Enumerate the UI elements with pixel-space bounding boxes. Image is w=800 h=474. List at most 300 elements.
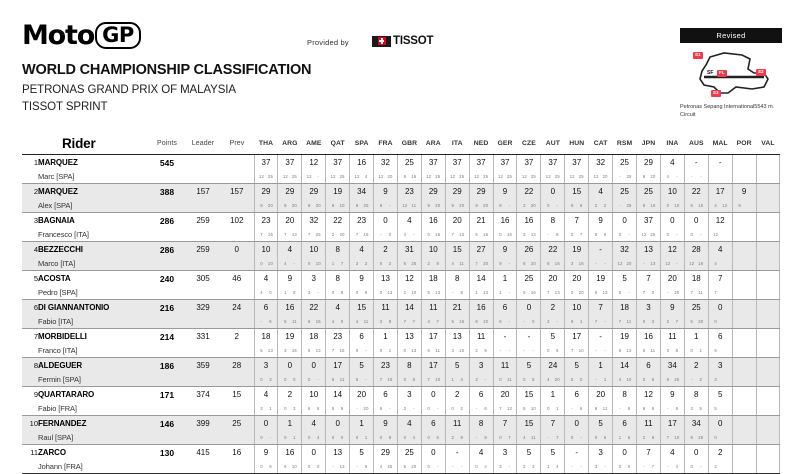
round-result-qat: 0 — [326, 416, 350, 432]
rider-gap-leader: 305 — [196, 274, 210, 283]
round-detail-ned: 6 10 — [469, 315, 493, 329]
round-result-tha: 23 — [254, 213, 278, 229]
round-detail-gbr: 0 8 — [397, 373, 421, 387]
round-result-fra: 2 — [374, 242, 398, 258]
round-detail-arg: 1 8 — [278, 286, 302, 300]
table-row[interactable] — [22, 300, 780, 316]
table-col-prev: Prev — [220, 132, 254, 155]
table-col-track-spa: SPA — [350, 132, 374, 155]
round-result-aus: 0 — [684, 213, 708, 229]
round-result-fra: 29 — [374, 445, 398, 461]
round-detail-ger: 0 16 — [493, 228, 517, 242]
round-result-fra: 11 — [374, 300, 398, 316]
table-col-track-qat: QAT — [326, 132, 350, 155]
motogp-logo — [22, 22, 141, 49]
round-result-fra: 32 — [374, 155, 398, 171]
round-detail-ita: 12 25 — [445, 170, 469, 184]
round-detail-por: 9 — [732, 199, 756, 213]
round-detail-ara: 0 - — [421, 460, 445, 474]
round-result-arg: 29 — [278, 184, 302, 200]
round-result-jpn: 7 — [637, 271, 661, 287]
round-result-cze: 16 — [517, 213, 541, 229]
round-detail-arg: 5 11 — [278, 315, 302, 329]
round-detail-por — [732, 257, 756, 271]
round-detail-ned: 3 - — [469, 373, 493, 387]
round-detail-mal: 0 — [708, 315, 732, 329]
round-detail-gbr: 0 13 — [397, 344, 421, 358]
round-result-val — [756, 184, 780, 200]
round-detail-ame: 0 10 — [302, 257, 326, 271]
round-result-val — [756, 358, 780, 374]
rider-points: 130 — [159, 447, 175, 458]
round-result-aut: 37 — [541, 155, 565, 171]
rider-gap-leader: 399 — [186, 416, 220, 432]
round-detail-ned: 2 9 — [469, 344, 493, 358]
round-result-cze: 25 — [517, 271, 541, 287]
round-detail-spa: 12 4 — [350, 170, 374, 184]
rider-gap-leader: 415 — [196, 448, 210, 457]
round-detail-val — [756, 431, 780, 445]
round-result-ita: 11 — [445, 416, 469, 432]
round-result-aus: 34 — [684, 416, 708, 432]
table-row[interactable] — [22, 358, 780, 374]
round-result-ame: 3 — [302, 271, 326, 287]
leader-spacer — [186, 373, 220, 387]
table-col-track-jpn: JPN — [637, 132, 661, 155]
table-col-points: Points — [148, 132, 186, 155]
round-result-jpn: 12 — [637, 387, 661, 403]
round-detail-ger: 12 25 — [493, 170, 517, 184]
rider-points: 214 — [159, 331, 175, 342]
table-row[interactable] — [22, 329, 780, 345]
round-result-rsm: 19 — [613, 329, 637, 345]
round-result-tha: 37 — [254, 155, 278, 171]
round-result-ned: 4 — [469, 445, 493, 461]
round-result-rsm: 25 — [613, 184, 637, 200]
round-result-ger: 16 — [493, 213, 517, 229]
round-detail-ara: 5 13 — [421, 286, 445, 300]
round-result-val — [756, 445, 780, 461]
round-result-aus: 28 — [684, 242, 708, 258]
round-result-val — [756, 213, 780, 229]
round-result-mal: 0 — [708, 416, 732, 432]
fastest-lap-marker: FL — [719, 70, 725, 75]
round-result-mal: - — [708, 155, 732, 171]
sector-1-marker: S1 — [695, 52, 701, 57]
round-result-ned: 8 — [469, 416, 493, 432]
round-result-val — [756, 300, 780, 316]
round-detail-ned: - 8 — [469, 431, 493, 445]
round-detail-gbr: 3 - — [397, 402, 421, 416]
round-detail-arg: 12 25 — [278, 170, 302, 184]
round-detail-rsm: 0 - — [613, 228, 637, 242]
round-result-por: 9 — [732, 184, 756, 200]
round-result-cze: 5 — [517, 358, 541, 374]
round-result-ger: 11 — [493, 358, 517, 374]
round-result-qat: 4 — [326, 300, 350, 316]
round-detail-tha: 0 9 — [254, 460, 278, 474]
round-result-rsm: 0 — [613, 213, 637, 229]
round-result-ita: 8 — [445, 271, 469, 287]
prev-spacer — [220, 344, 254, 358]
round-detail-rsm: 4 10 — [613, 373, 637, 387]
round-detail-arg: 3 16 — [278, 344, 302, 358]
round-detail-aut: 0 5 — [541, 344, 565, 358]
table-row-secondary — [22, 228, 780, 242]
table-row[interactable] — [22, 213, 780, 229]
round-result-ame: 12 — [302, 155, 326, 171]
rider-gap-prev — [220, 155, 254, 171]
round-detail-gbr: 4 - — [397, 228, 421, 242]
round-result-ina: 9 — [660, 387, 684, 403]
round-result-tha: 6 — [254, 300, 278, 316]
round-detail-val — [756, 315, 780, 329]
round-result-aut: 5 — [541, 329, 565, 345]
round-detail-jpn: - 13 — [637, 257, 661, 271]
round-result-spa: 9 — [350, 271, 374, 287]
table-col-track-arg: ARG — [278, 132, 302, 155]
round-detail-fra: 3 8 — [374, 315, 398, 329]
round-detail-spa: 0 - — [350, 344, 374, 358]
round-result-arg: 2 — [278, 387, 302, 403]
table-row[interactable] — [22, 242, 780, 258]
round-detail-spa: - 5 — [350, 460, 374, 474]
round-result-ita: 15 — [445, 242, 469, 258]
rider-firstname: Marco [ITA] — [38, 257, 148, 271]
round-detail-jpn: 9 20 — [637, 170, 661, 184]
leader-spacer — [186, 402, 220, 416]
row-position: 11 — [30, 448, 38, 457]
round-detail-spa: 0 9 — [350, 286, 374, 300]
round-detail-ita: 4 11 — [445, 257, 469, 271]
round-detail-tha: 5 13 — [254, 344, 278, 358]
round-result-cat: 5 — [589, 416, 613, 432]
round-result-cze: 22 — [517, 184, 541, 200]
round-result-gbr: 8 — [397, 358, 421, 374]
round-result-por — [732, 329, 756, 345]
row-position-spacer — [22, 199, 38, 213]
rider-points: 146 — [148, 416, 186, 432]
round-detail-aus: 0 - — [684, 460, 708, 474]
table-row[interactable] — [22, 271, 780, 287]
round-result-cze: 0 — [517, 300, 541, 316]
round-result-cat: 32 — [589, 155, 613, 171]
round-result-arg: 37 — [278, 155, 302, 171]
round-result-qat: 22 — [326, 213, 350, 229]
points-spacer — [148, 344, 186, 358]
round-detail-ara: 2 8 — [421, 257, 445, 271]
round-detail-hun: 5 0 — [565, 373, 589, 387]
table-row-secondary — [22, 373, 780, 387]
round-detail-ina: 4 - — [660, 170, 684, 184]
round-result-rsm: 14 — [613, 358, 637, 374]
round-result-hun: 6 — [565, 387, 589, 403]
round-detail-arg: 0 3 — [278, 402, 302, 416]
round-detail-fra: 4 25 — [374, 460, 398, 474]
round-result-aut: 0 — [541, 184, 565, 200]
round-result-ger: 6 — [493, 300, 517, 316]
table-col-track-tha: THA — [254, 132, 278, 155]
round-result-aus: 25 — [684, 300, 708, 316]
round-detail-tha: 9 20 — [254, 199, 278, 213]
round-result-jpn: 3 — [637, 300, 661, 316]
round-result-cze: 15 — [517, 387, 541, 403]
round-result-por — [732, 213, 756, 229]
round-result-val — [756, 416, 780, 432]
round-result-cze: 5 — [517, 445, 541, 461]
classification-table-wrap — [22, 132, 780, 474]
round-result-spa: 4 — [350, 242, 374, 258]
leader-spacer — [186, 460, 220, 474]
round-detail-por — [732, 431, 756, 445]
rider-lastname: FERNANDEZ — [38, 416, 148, 432]
round-detail-por — [732, 286, 756, 300]
round-detail-cat: - 1 — [589, 373, 613, 387]
round-detail-cze: - - — [517, 344, 541, 358]
table-col-track-hun: HUN — [565, 132, 589, 155]
round-result-arg: 4 — [278, 242, 302, 258]
table-row[interactable] — [22, 184, 780, 200]
prev-spacer — [220, 228, 254, 242]
round-result-arg: 9 — [278, 271, 302, 287]
round-detail-cze: 12 25 — [517, 170, 541, 184]
round-detail-val — [756, 170, 780, 184]
round-result-val — [756, 329, 780, 345]
round-detail-qat: - 13 — [326, 460, 350, 474]
round-detail-aut: 2 - — [541, 315, 565, 329]
table-row[interactable] — [22, 445, 780, 461]
round-detail-qat: 2 20 — [326, 228, 350, 242]
round-result-ina: 4 — [660, 155, 684, 171]
rider-gap-leader — [186, 155, 220, 171]
round-detail-ara: 6 11 — [421, 344, 445, 358]
round-result-ita: 2 — [445, 387, 469, 403]
round-result-mal: 2 — [708, 445, 732, 461]
round-result-hun: 17 — [565, 329, 589, 345]
round-result-ned: 11 — [469, 329, 493, 345]
start-finish-marker: SF — [707, 70, 714, 76]
round-detail-ara: 12 25 — [421, 170, 445, 184]
round-detail-aus: 7 11 — [684, 286, 708, 300]
round-detail-cat: - - — [589, 344, 613, 358]
rider-gap-prev: 24 — [220, 300, 254, 316]
round-result-spa: 16 — [350, 155, 374, 171]
round-detail-aus: - - — [684, 170, 708, 184]
table-row-secondary — [22, 170, 780, 184]
rider-lastname: BAGNAIA — [38, 216, 75, 225]
round-result-jpn: 6 — [637, 358, 661, 374]
round-result-rsm: 8 — [613, 387, 637, 403]
round-result-aus: 22 — [684, 184, 708, 200]
round-result-rsm: 25 — [613, 155, 637, 171]
round-result-spa: 5 — [350, 445, 374, 461]
round-result-ger: 7 — [493, 416, 517, 432]
round-result-ger: 37 — [493, 155, 517, 171]
round-detail-ned: 5 16 — [469, 228, 493, 242]
table-col-track-aus: AUS — [684, 132, 708, 155]
round-detail-ina: 9 25 — [660, 373, 684, 387]
table-row-secondary — [22, 315, 780, 329]
round-result-ara: 0 — [421, 387, 445, 403]
round-detail-fra: 0 2 — [374, 257, 398, 271]
tissot-logo — [372, 35, 433, 47]
table-col-rider: Rider — [38, 132, 148, 155]
rider-lastname: BEZZECCHI — [38, 242, 148, 258]
round-detail-tha: - 6 — [254, 315, 278, 329]
round-result-fra: 0 — [374, 213, 398, 229]
rider-points: 186 — [148, 358, 186, 374]
round-detail-gbr: 9 16 — [397, 170, 421, 184]
round-result-rsm: 0 — [613, 445, 637, 461]
round-detail-fra: 6 - — [374, 402, 398, 416]
round-result-arg: 16 — [278, 300, 302, 316]
table-row-secondary — [22, 199, 780, 213]
round-detail-ger: 3 - — [493, 460, 517, 474]
round-detail-por — [732, 170, 756, 184]
rider-gap-prev: 15 — [232, 390, 242, 399]
rider-points: 171 — [159, 389, 175, 400]
round-result-rsm: 32 — [613, 242, 637, 258]
round-result-ame: 22 — [302, 300, 326, 316]
round-detail-aut: 0 - — [541, 199, 565, 213]
round-detail-tha: 12 25 — [254, 170, 278, 184]
page-title: WORLD CHAMPIONSHIP CLASSIFICATION — [22, 62, 312, 78]
round-result-ita: 20 — [445, 213, 469, 229]
round-detail-jpn: 2 9 — [637, 431, 661, 445]
round-detail-cze: 3 13 — [517, 228, 541, 242]
round-result-tha: 18 — [254, 329, 278, 345]
round-detail-arg: 4 - — [278, 257, 302, 271]
round-result-ara: 11 — [421, 300, 445, 316]
round-detail-val — [756, 373, 780, 387]
round-detail-ger: - - — [493, 344, 517, 358]
round-detail-qat: 5 9 — [326, 402, 350, 416]
round-result-aus: - — [684, 155, 708, 171]
round-result-jpn: 13 — [637, 242, 661, 258]
rider-lastname: QUARTARARO — [38, 390, 95, 399]
round-detail-qat: 12 25 — [326, 170, 350, 184]
rider-gap-prev: 25 — [220, 416, 254, 432]
table-row[interactable] — [22, 387, 780, 403]
round-result-por — [732, 300, 756, 316]
round-result-ara: 17 — [421, 358, 445, 374]
round-detail-ned: - 6 — [469, 402, 493, 416]
table-col-track-aut: AUT — [541, 132, 565, 155]
round-detail-por — [732, 460, 756, 474]
round-result-ita: 21 — [445, 300, 469, 316]
rider-gap-leader: 331 — [196, 332, 210, 341]
rider-points: 216 — [148, 300, 186, 316]
round-detail-fra: - 0 — [374, 228, 398, 242]
table-col-track-mal: MAL — [708, 132, 732, 155]
round-detail-ara: 0 16 — [421, 228, 445, 242]
round-result-aut: 7 — [541, 416, 565, 432]
round-detail-arg: 0 1 — [278, 431, 302, 445]
round-result-spa: 15 — [350, 300, 374, 316]
rider-gap-prev: 0 — [220, 242, 254, 258]
round-result-ame: 18 — [302, 329, 326, 345]
round-detail-qat: 0 8 — [326, 286, 350, 300]
round-detail-ned: 1 13 — [469, 286, 493, 300]
table-row-secondary — [22, 344, 780, 358]
round-detail-cat: 7 - — [589, 315, 613, 329]
round-result-qat: 23 — [326, 329, 350, 345]
page-header — [0, 0, 800, 125]
row-position: 8 — [22, 358, 38, 374]
event-name: PETRONAS GRAND PRIX OF MALAYSIA — [22, 84, 236, 96]
round-result-fra: 13 — [374, 271, 398, 287]
round-detail-qat: 0 0 — [326, 431, 350, 445]
round-detail-cat: 2 2 — [589, 199, 613, 213]
round-detail-cat: - - — [589, 257, 613, 271]
round-detail-cze: 4 11 — [517, 431, 541, 445]
round-result-ara: 16 — [421, 213, 445, 229]
round-result-ger: 1 — [493, 271, 517, 287]
round-result-gbr: 4 — [397, 213, 421, 229]
round-detail-fra: 0 1 — [374, 344, 398, 358]
round-detail-tha: 4 0 — [254, 286, 278, 300]
round-detail-hun: 0 20 — [565, 286, 589, 300]
round-result-hun: - — [565, 445, 589, 461]
table-row[interactable] — [22, 416, 780, 432]
table-col-track-fra: FRA — [374, 132, 398, 155]
round-detail-ina: 12 - — [660, 257, 684, 271]
round-detail-ame: 0 4 — [302, 431, 326, 445]
round-result-ame: 10 — [302, 242, 326, 258]
round-detail-rsm: 7 11 — [613, 315, 637, 329]
round-result-ita: 5 — [445, 358, 469, 374]
round-result-fra: 1 — [374, 329, 398, 345]
round-result-gbr: 12 — [397, 271, 421, 287]
round-result-aut: 24 — [541, 358, 565, 374]
rider-gap-prev: 16 — [232, 448, 242, 457]
round-detail-arg: 7 13 — [278, 228, 302, 242]
round-detail-ame: 5 13 — [302, 344, 326, 358]
round-result-qat: 8 — [326, 271, 350, 287]
round-detail-hun: - 6 — [565, 402, 589, 416]
round-detail-ara: 7 10 — [421, 373, 445, 387]
round-detail-mal: 12 — [708, 228, 732, 242]
circuit-status-banner: Revised — [680, 28, 782, 43]
table-col-track-por: POR — [732, 132, 756, 155]
round-result-por — [732, 271, 756, 287]
table-row[interactable] — [22, 155, 780, 171]
round-result-ina: 9 — [660, 300, 684, 316]
round-result-spa: 5 — [350, 358, 374, 374]
round-detail-mal: 4 13 — [708, 199, 732, 213]
sector-3-marker: S3 — [713, 90, 719, 95]
round-result-ita: - — [445, 445, 469, 461]
round-result-mal: 17 — [708, 184, 732, 200]
round-detail-ger: 0 7 — [493, 431, 517, 445]
round-result-ger: - — [493, 329, 517, 345]
table-row-secondary — [22, 286, 780, 300]
round-detail-cze: 5 10 — [517, 402, 541, 416]
row-position: 6 — [22, 300, 38, 316]
rider-lastname: MARQUEZ — [38, 184, 148, 200]
round-detail-aut: - 8 — [541, 228, 565, 242]
rider-firstname: Fabio [ITA] — [38, 315, 148, 329]
sector-2-marker: S2 — [758, 69, 764, 74]
round-detail-qat: 7 16 — [326, 344, 350, 358]
round-detail-ger: 9 - — [493, 257, 517, 271]
round-detail-ita: 1 4 — [445, 373, 469, 387]
round-result-cat: 3 — [589, 445, 613, 461]
round-result-cat: - — [589, 329, 613, 345]
round-detail-rsm: 0 0 — [613, 460, 637, 474]
round-result-hun: 19 — [565, 242, 589, 258]
round-result-ger: 3 — [493, 445, 517, 461]
